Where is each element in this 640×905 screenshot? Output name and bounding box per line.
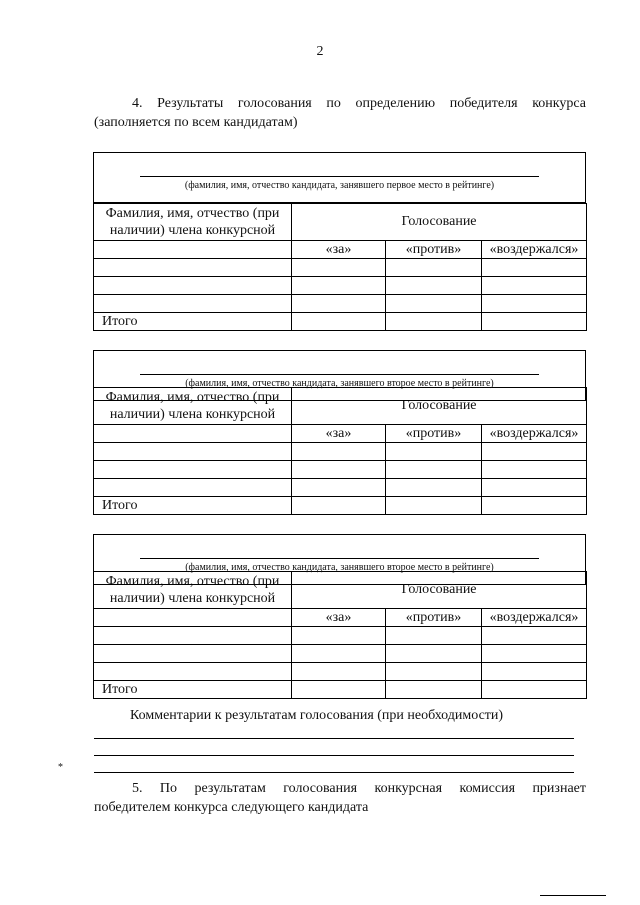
section-5-heading <box>94 779 586 817</box>
voting-table <box>93 203 587 331</box>
candidate-name-line <box>140 176 539 177</box>
candidate-name-caption: (фамилия, имя, отчество кандидата, занявшего первое место в рейтинге) <box>184 180 495 191</box>
total-label: Итого <box>94 313 292 331</box>
member-header: Фамилия, имя, отчество (при наличии) члена конкурсной <box>94 204 292 241</box>
vote-header: Голосование <box>292 204 587 241</box>
candidate-name-box <box>93 350 586 401</box>
section-4-line-2: (заполняется по всем кандидатам) <box>94 115 298 130</box>
asterisk-mark: * <box>58 762 63 773</box>
table-row <box>94 479 587 497</box>
table-row <box>94 461 587 479</box>
section-5-line-1: 5. По результатам голосования конкурсная комиссия признает <box>132 781 586 796</box>
candidate-name-caption: (фамилия, имя, отчество кандидата, занявшего второе место в рейтинге) <box>185 562 494 573</box>
voting-block-2 <box>93 350 586 515</box>
voting-block-3 <box>93 534 586 699</box>
section-4-line-1: 4. Результаты голосования по определению победителя конкурса <box>132 96 586 111</box>
table-row <box>94 277 587 295</box>
empty-cell <box>94 609 292 627</box>
column-for: «за» <box>292 241 386 259</box>
table-row <box>94 627 587 645</box>
candidate-name-line <box>140 558 539 559</box>
empty-cell <box>94 241 292 259</box>
footer-line <box>540 895 606 896</box>
table-row <box>94 443 587 461</box>
voting-block-1 <box>93 152 586 331</box>
column-against: «против» <box>386 609 482 627</box>
comments-label: Комментарии к результатам голосования (при необходимости) <box>130 708 504 723</box>
comment-line <box>94 755 574 756</box>
candidate-name-box <box>93 534 586 585</box>
candidate-name-box <box>93 152 586 203</box>
total-label: Итого <box>94 497 292 515</box>
column-for: «за» <box>292 425 386 443</box>
member-header: Фамилия, имя, отчество (при наличии) члена конкурсной <box>94 572 292 609</box>
comment-line <box>94 772 574 773</box>
voting-table <box>93 387 587 515</box>
table-row <box>94 645 587 663</box>
column-against: «против» <box>386 241 482 259</box>
member-header: Фамилия, имя, отчество (при наличии) члена конкурсной <box>94 388 292 425</box>
candidate-name-caption: (фамилия, имя, отчество кандидата, занявшего второе место в рейтинге) <box>185 378 494 389</box>
candidate-name-line <box>140 374 539 375</box>
column-abstained: «воздержался» <box>482 241 587 259</box>
table-row <box>94 259 587 277</box>
vote-header: Голосование <box>292 572 587 609</box>
vote-header: Голосование <box>292 388 587 425</box>
section-4-heading <box>94 94 586 132</box>
table-row <box>94 663 587 681</box>
empty-cell <box>94 425 292 443</box>
table-row <box>94 295 587 313</box>
column-for: «за» <box>292 609 386 627</box>
total-label: Итого <box>94 681 292 699</box>
voting-table <box>93 571 587 699</box>
column-abstained: «воздержался» <box>482 425 587 443</box>
comment-line <box>94 738 574 739</box>
section-5-line-2: победителем конкурса следующего кандидата <box>94 800 369 815</box>
column-against: «против» <box>386 425 482 443</box>
column-abstained: «воздержался» <box>482 609 587 627</box>
page-number: 2 <box>316 44 324 59</box>
